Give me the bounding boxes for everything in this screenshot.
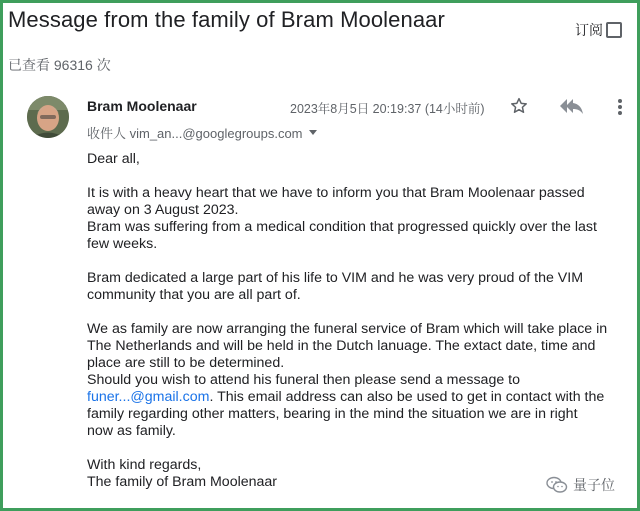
view-count: 已查看 96316 次 xyxy=(8,57,111,73)
subscribe-checkbox[interactable] xyxy=(606,22,622,38)
body-line: away on 3 August 2023. xyxy=(87,202,239,218)
body-line-rest: . This email address can also be used to get in contact with the xyxy=(209,389,605,405)
signature: The family of Bram Moolenaar xyxy=(87,474,278,490)
message-date: 2023年8月5日 20:19:37 (14小时前) xyxy=(290,102,485,116)
subscribe-toggle[interactable] xyxy=(575,20,622,40)
avatar-photo xyxy=(27,96,69,138)
reply-all-icon[interactable] xyxy=(558,97,584,120)
body-line: Should you wish to attend his funeral then please send a message to xyxy=(87,372,521,388)
more-vert-icon[interactable] xyxy=(617,98,623,121)
avatar[interactable] xyxy=(27,96,69,138)
body-line: Bram was suffering from a medical condition that progressed quickly over the last xyxy=(87,219,597,235)
greeting: Dear all, xyxy=(87,151,140,167)
message-body xyxy=(87,151,627,491)
body-line: Bram dedicated a large part of his life to VIM and he was very proud of the VIM xyxy=(87,270,584,286)
recipient-text: 收件人 vim_an...@googlegroups.com xyxy=(87,126,303,141)
recipient-line[interactable] xyxy=(87,123,317,142)
sender-name[interactable]: Bram Moolenaar xyxy=(87,98,197,114)
body-line: We as family are now arranging the funeral service of Bram which will take place in xyxy=(87,321,608,337)
watermark xyxy=(546,475,615,495)
body-line: community that you are all part of. xyxy=(87,287,301,303)
body-line: It is with a heavy heart that we have to inform you that Bram Moolenaar passed xyxy=(87,185,585,201)
body-line: place are still to be determined. xyxy=(87,355,285,371)
subscribe-label: 订阅 xyxy=(575,22,603,38)
body-line: The Netherlands and will be held in the Dutch lanuage. The extact date, time and xyxy=(87,338,596,354)
email-view xyxy=(3,3,637,508)
watermark-text: 量子位 xyxy=(573,477,615,493)
body-line xyxy=(87,389,627,406)
email-subject: Message from the family of Bram Moolenaar xyxy=(8,7,445,32)
body-line: now as family. xyxy=(87,423,176,439)
chevron-down-icon[interactable] xyxy=(309,130,317,135)
body-line: few weeks. xyxy=(87,236,158,252)
star-icon[interactable] xyxy=(509,96,529,121)
email-link[interactable]: funer...@gmail.com xyxy=(87,389,210,405)
closing: With kind regards, xyxy=(87,457,202,473)
body-line: family regarding other matters, bearing in the mind the situation we are in right xyxy=(87,406,578,422)
wechat-icon xyxy=(546,476,568,494)
